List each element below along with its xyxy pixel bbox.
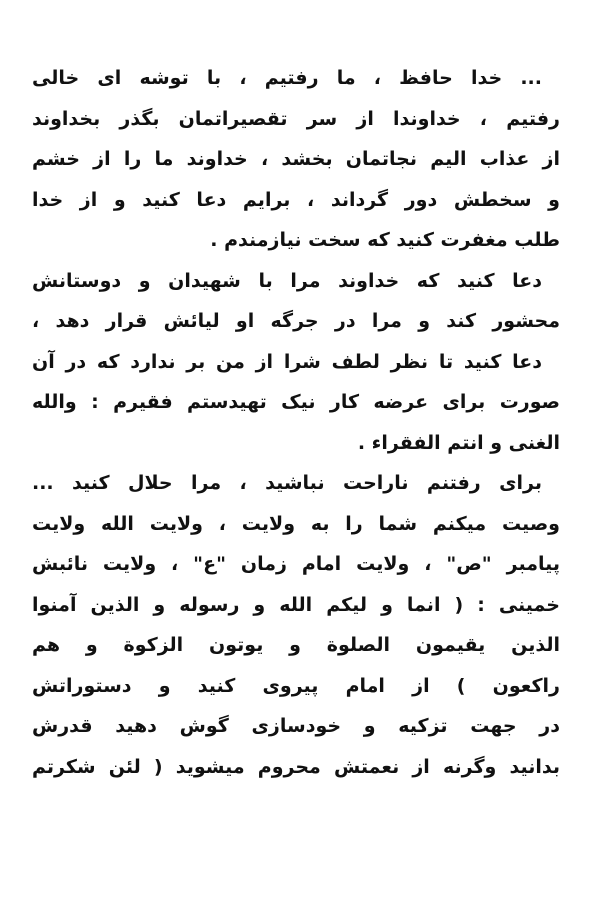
text-line-5: طلب مغفرت کنید که سخت نیازمندم . bbox=[210, 229, 560, 251]
text-line-9: صورت برای عرضه کار نیک تهیدستم فقیرم : والله bbox=[32, 391, 560, 413]
text-line-2: رفتیم ، خداوندا از سر تقصیراتمان بگذر بخداوند bbox=[32, 107, 560, 130]
text-line-16: راکعون ) از امام پیروی کنید و دستوراتش bbox=[32, 674, 560, 697]
text-line-3: از عذاب الیم نجاتمان بخشد ، خداوند ما را از خشم bbox=[32, 148, 560, 170]
letter-body bbox=[32, 58, 560, 787]
text-line-12: وصیت میکنم شما را به ولایت ، ولایت الله ولایت bbox=[32, 512, 560, 535]
text-line-11: برای رفتنم ناراحت نباشید ، مرا حلال کنید ... bbox=[32, 472, 542, 494]
text-line-17: در جهت تزکیه و خودسازی گوش دهید قدرش bbox=[32, 715, 560, 737]
text-line-6: دعا کنید که خداوند مرا با شهیدان و دوستانش bbox=[32, 269, 542, 292]
text-line-1: ... خدا حافظ ، ما رفتیم ، با توشه ای خالی bbox=[32, 67, 542, 89]
text-line-7: محشور کند و مرا در جرگه او لیائش قرار دهد ، bbox=[32, 310, 560, 332]
text-line-18: بدانید وگرنه از نعمتش محروم میشوید ( لئن شکرتم bbox=[32, 755, 560, 778]
text-line-4: و سخطش دور گرداند ، برایم دعا کنید و از خدا bbox=[32, 188, 560, 211]
text-line-14: خمینی : ( انما و لیکم الله و رسوله و الذین آمنوا bbox=[32, 593, 560, 616]
text-line-10: الغنی و انتم الفقراء . bbox=[357, 431, 560, 454]
text-line-8: دعا کنید تا نظر لطف شرا از من بر ندارد که در آن bbox=[32, 350, 542, 373]
text-line-13: پیامبر "ص" ، ولایت امام زمان "ع" ، ولایت نائبش bbox=[32, 553, 560, 575]
text-line-15: الذین یقیمون الصلوة و یوتون الزکوة و هم bbox=[32, 634, 560, 656]
